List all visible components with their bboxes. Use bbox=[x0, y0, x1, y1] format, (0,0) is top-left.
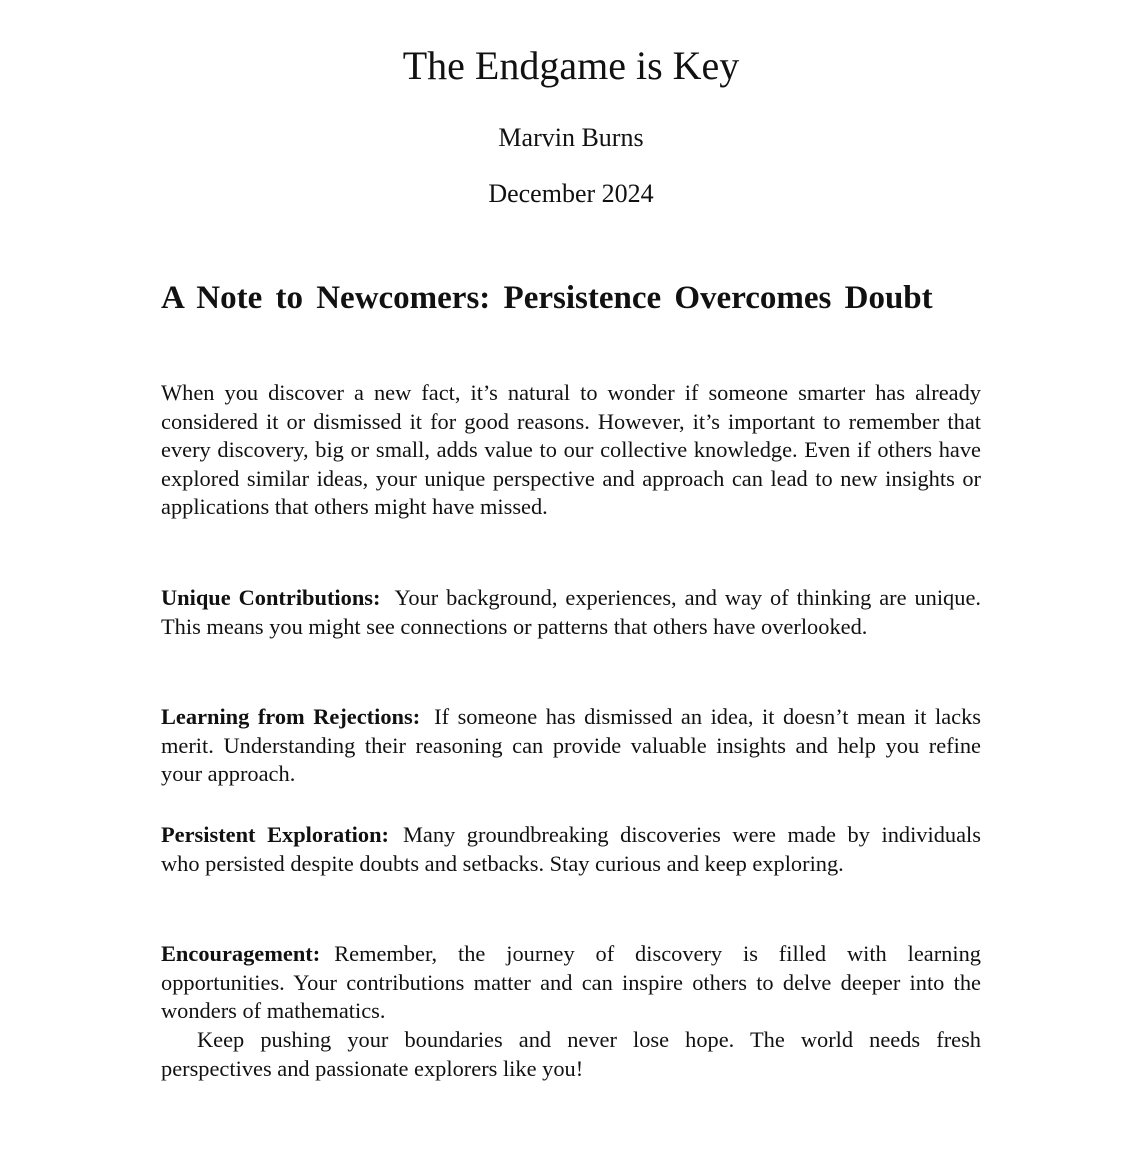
paragraph-text: Many groundbreaking discoveries were made by individuals who persisted despite doubts and setbacks. Stay curious and keep exploring. bbox=[161, 822, 981, 876]
paragraph-lead: Learning from Rejections: bbox=[161, 704, 421, 729]
paragraph-lead: Persistent Exploration: bbox=[161, 822, 389, 847]
paragraph-learning-from-rejections bbox=[161, 703, 981, 789]
section-heading: A Note to Newcomers: Persistence Overcomes Doubt bbox=[161, 280, 933, 316]
paragraph-lead: Encouragement: bbox=[161, 941, 321, 966]
paragraph-unique-contributions bbox=[161, 584, 981, 641]
document-date: December 2024 bbox=[488, 179, 654, 208]
document-author: Marvin Burns bbox=[498, 123, 644, 152]
paragraph-persistent-exploration bbox=[161, 821, 981, 878]
paragraph-text: Your background, experiences, and way of thinking are unique. This means you might see connections or patterns that others have overlooked. bbox=[161, 585, 981, 639]
closing-paragraph: Keep pushing your boundaries and never lose hope. The world needs fresh perspectives and passionate explorers like you! bbox=[161, 1027, 981, 1081]
document-title: The Endgame is Key bbox=[402, 43, 740, 88]
paragraph-encouragement bbox=[161, 940, 981, 1026]
paragraph-text: If someone has dismissed an idea, it doesn’t mean it lacks merit. Understanding their reasoning can provide valuable insights and help you refine your approach. bbox=[161, 704, 981, 787]
paragraph-lead: Unique Contributions: bbox=[161, 585, 381, 610]
paragraph-text: Remember, the journey of discovery is filled with learning opportunities. Your contributions matter and can inspire others to delve deeper into the wonders of mathematics. bbox=[161, 941, 981, 1024]
intro-paragraph: When you discover a new fact, it’s natural to wonder if someone smarter has already considered it or dismissed it for good reasons. However, it’s important to remember that every discovery, big or small, adds value to our collective knowledge. Even if others have explored similar ideas, your unique perspective and approach can lead to new insights or applications that others might have missed. bbox=[161, 380, 981, 520]
